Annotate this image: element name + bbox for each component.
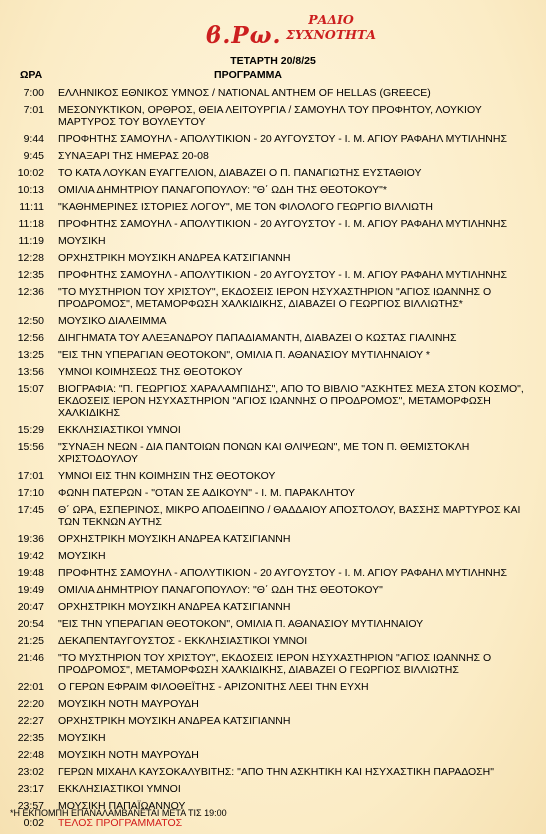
schedule-program: ΣΥΝΑΞΑΡΙ ΤΗΣ ΗΜΕΡΑΣ 20-08 xyxy=(58,149,209,162)
schedule-time: 12:35 xyxy=(17,268,44,281)
schedule-time: 21:25 xyxy=(17,634,44,647)
schedule-row xyxy=(0,678,546,695)
schedule-program: ΓΕΡΩΝ ΜΙΧΑΗΛ ΚΑΥΣΟΚΑΛΥΒΙΤΗΣ: "ΑΠΟ ΤΗΝ ΑΣΚΗΤΙΚΗ ΚΑΙ ΗΣΥΧΑΣΤΙΚΗ ΠΑΡΑΔΟΣΗ" xyxy=(58,765,494,778)
schedule-program: ΥΜΝΟΙ ΕΙΣ ΤΗΝ ΚΟΙΜΗΣΙΝ ΤΗΣ ΘΕΟΤΟΚΟΥ xyxy=(58,469,276,482)
schedule-time: 19:36 xyxy=(17,532,44,545)
schedule-time: 12:28 xyxy=(17,251,44,264)
schedule-time: 15:29 xyxy=(17,423,44,436)
schedule-program: ΜΟΥΣΙΚΗ xyxy=(58,549,106,562)
schedule-row xyxy=(0,164,546,181)
schedule-time: 23:02 xyxy=(17,765,44,778)
schedule-row xyxy=(0,283,546,312)
schedule-row xyxy=(0,467,546,484)
schedule-time: 22:01 xyxy=(17,680,44,693)
schedule-program: "ΤΟ ΜΥΣΤΗΡΙΟΝ ΤΟΥ ΧΡΙΣΤΟΥ", ΕΚΔΟΣΕΙΣ ΙΕΡΟΝ ΗΣΥΧΑΣΤΗΡΙΟΝ "ΑΓΙΟΣ ΙΩΑΝΝΗΣ Ο ΠΡΟΔΡΟΜΟΣ", ΜΕΤΑΜΟΡΦΩΣΗ ΧΑΛΚΙΔΙΚΗΣ, ΔΙΑΒΑΖΕΙ Ο ΓΕΩΡΓΙΟΣ ΒΙΛΛΙΩΤΗΣ xyxy=(58,651,492,676)
schedule-program: "ΕΙΣ ΤΗΝ ΥΠΕΡΑΓΙΑΝ ΘΕΟΤΟΚΟΝ", ΟΜΙΛΙΑ Π. ΑΘΑΝΑΣΙΟΥ ΜΥΤΙΛΗΝΑΙΟΥ * xyxy=(58,348,431,361)
schedule-time: 10:13 xyxy=(17,183,44,196)
schedule-time: 20:54 xyxy=(17,617,44,630)
schedule-program: ΕΛΛΗΝΙΚΟΣ ΕΘΝΙΚΟΣ ΥΜΝΟΣ / NATIONAL ANTHEM OF HELLAS (GREECE) xyxy=(58,86,431,99)
schedule-row xyxy=(0,101,546,130)
schedule-time: 7:01 xyxy=(23,103,44,116)
schedule-row xyxy=(0,147,546,164)
schedule-row xyxy=(0,547,546,564)
column-header-program: ΠΡΟΓΡΑΜΜΑ xyxy=(214,69,282,81)
schedule-program: ΔΕΚΑΠΕΝΤΑΥΓΟΥΣΤΟΣ - ΕΚΚΛΗΣΙΑΣΤΙΚΟΙ ΥΜΝΟΙ xyxy=(58,634,308,647)
schedule-program: ΠΡΟΦΗΤΗΣ ΣΑΜΟΥΗΛ - ΑΠΟΛΥΤΙΚΙΟΝ - 20 ΑΥΓΟΥΣΤΟΥ - Ι. Μ. ΑΓΙΟΥ ΡΑΦΑΗΛ ΜΥΤΙΛΗΝΗΣ xyxy=(58,217,507,230)
schedule-row xyxy=(0,564,546,581)
schedule-time: 0:02 xyxy=(23,816,44,829)
schedule-program: ΦΩΝΗ ΠΑΤΕΡΩΝ - "ΟΤΑΝ ΣΕ ΑΔΙΚΟΥΝ" - Ι. Μ. ΠΑΡΑΚΛΗΤΟΥ xyxy=(58,486,356,499)
schedule-program: ΥΜΝΟΙ ΚΟΙΜΗΣΕΩΣ ΤΗΣ ΘΕΟΤΟΚΟΥ xyxy=(58,365,243,378)
schedule-row xyxy=(0,438,546,467)
schedule-time: 15:56 xyxy=(17,440,44,453)
schedule-row xyxy=(0,763,546,780)
schedule-time: 9:44 xyxy=(23,132,44,145)
schedule-row xyxy=(0,198,546,215)
schedule-row xyxy=(0,312,546,329)
schedule-program: ΤΟ ΚΑΤΑ ΛΟΥΚΑΝ ΕΥΑΓΓΕΛΙΟΝ, ΔΙΑΒΑΖΕΙ Ο Π. ΠΑΝΑΓΙΩΤΗΣ ΕΥΣΤΑΘΙΟΥ xyxy=(58,166,422,179)
schedule-row xyxy=(0,780,546,797)
schedule-program: ΜΟΥΣΙΚΟ ΔΙΑΛΕΙΜΜΑ xyxy=(58,314,167,327)
schedule-program: ΟΜΙΛΙΑ ΔΗΜΗΤΡΙΟΥ ΠΑΝΑΓΟΠΟΥΛΟΥ: "Θ΄ ΩΔΗ ΤΗΣ ΘΕΟΤΟΚΟΥ" xyxy=(58,583,383,596)
schedule-program: ΒΙΟΓΡΑΦΙΑ: "Π. ΓΕΩΡΓΙΟΣ ΧΑΡΑΛΑΜΠΙΔΗΣ", ΑΠΟ ΤΟ ΒΙΒΛΙΟ "ΑΣΚΗΤΕΣ ΜΕΣΑ ΣΤΟΝ ΚΟΣΜΟ", ΕΚΔΟΣΕΙΣ ΙΕΡΟΝ ΗΣΥΧΑΣΤΗΡΙΟΝ "ΑΓΙΟΣ ΙΩΑΝΝΗΣ Ο ΠΡΟΔΡΟΜΟΣ", ΜΕΤΑΜΟΡΦΩΣΗ ΧΑΛΚΙΔΙΚΗΣ xyxy=(58,382,524,419)
schedule-row xyxy=(0,380,546,421)
schedule-time: 11:18 xyxy=(18,217,44,230)
schedule-row xyxy=(0,501,546,530)
schedule-program: Θ΄ ΩΡΑ, ΕΣΠΕΡΙΝΟΣ, ΜΙΚΡΟ ΑΠΟΔΕΙΠΝΟ / ΘΑΔΔΑΙΟΥ ΑΠΟΣΤΟΛΟΥ, ΒΑΣΣΗΣ ΜΑΡΤΥΡΟΣ ΚΑΙ ΤΩΝ ΤΕΚΝΩΝ ΑΥΤΗΣ xyxy=(58,503,521,528)
schedule-time: 22:27 xyxy=(17,714,44,727)
schedule-row xyxy=(0,249,546,266)
schedule-program: "ΚΑΘΗΜΕΡΙΝΕΣ ΙΣΤΟΡΙΕΣ ΛΟΓΟΥ", ΜΕ ΤΟΝ ΦΙΛΟΛΟΓΟ ΓΕΩΡΓΙΟ ΒΙΛΛΙΩΤΗ xyxy=(58,200,434,213)
schedule-program: ΔΙΗΓΗΜΑΤΑ ΤΟΥ ΑΛΕΞΑΝΔΡΟΥ ΠΑΠΑΔΙΑΜΑΝΤΗ, ΔΙΑΒΑΖΕΙ Ο ΚΩΣΤΑΣ ΓΙΑΛΙΝΗΣ xyxy=(58,331,457,344)
schedule-time: 11:19 xyxy=(18,234,44,247)
schedule-time: 11:11 xyxy=(19,200,44,213)
footnote: *Η ΕΚΠΟΜΠΗ ΕΠΑΝΑΛΑΜΒΑΝΕΤΑΙ ΜΕΤΑ ΤΙΣ 19:00 xyxy=(10,808,227,818)
schedule-time: 22:20 xyxy=(17,697,44,710)
schedule-row xyxy=(0,695,546,712)
schedule-program: ΠΡΟΦΗΤΗΣ ΣΑΜΟΥΗΛ - ΑΠΟΛΥΤΙΚΙΟΝ - 20 ΑΥΓΟΥΣΤΟΥ - Ι. Μ. ΑΓΙΟΥ ΡΑΦΑΗΛ ΜΥΤΙΛΗΝΗΣ xyxy=(58,566,507,579)
schedule-program: "ΤΟ ΜΥΣΤΗΡΙΟΝ ΤΟΥ ΧΡΙΣΤΟΥ", ΕΚΔΟΣΕΙΣ ΙΕΡΟΝ ΗΣΥΧΑΣΤΗΡΙΟΝ "ΑΓΙΟΣ ΙΩΑΝΝΗΣ Ο ΠΡΟΔΡΟΜΟΣ", ΜΕΤΑΜΟΡΦΩΣΗ ΧΑΛΚΙΔΙΚΗΣ, ΔΙΑΒΑΖΕΙ Ο ΓΕΩΡΓΙΟΣ ΒΙΛΛΙΩΤΗΣ* xyxy=(58,285,492,310)
schedule-time: 17:45 xyxy=(17,503,44,516)
schedule-row xyxy=(0,530,546,547)
schedule-time: 12:50 xyxy=(17,314,44,327)
schedule-row xyxy=(0,615,546,632)
schedule-program: ΜΟΥΣΙΚΗ xyxy=(58,731,106,744)
schedule-time: 10:02 xyxy=(17,166,44,179)
schedule-program: ΕΚΚΛΗΣΙΑΣΤΙΚΟΙ ΥΜΝΟΙ xyxy=(58,423,181,436)
schedule-row xyxy=(0,130,546,147)
schedule-row xyxy=(0,346,546,363)
schedule-row xyxy=(0,266,546,283)
schedule-row xyxy=(0,181,546,198)
schedule-time: 21:46 xyxy=(17,651,44,664)
schedule-time: 7:00 xyxy=(23,86,44,99)
column-header-time: ΩΡΑ xyxy=(20,69,43,81)
schedule-program: ΜΟΥΣΙΚΗ xyxy=(58,234,106,247)
schedule-program: ΟΜΙΛΙΑ ΔΗΜΗΤΡΙΟΥ ΠΑΝΑΓΟΠΟΥΛΟΥ: "Θ΄ ΩΔΗ ΤΗΣ ΘΕΟΤΟΚΟΥ"* xyxy=(58,183,387,196)
schedule-time: 15:07 xyxy=(17,382,44,395)
schedule-row xyxy=(0,484,546,501)
schedule-time: 19:42 xyxy=(17,549,44,562)
schedule-time: 20:47 xyxy=(17,600,44,613)
schedule-program: ΟΡΧΗΣΤΡΙΚΗ ΜΟΥΣΙΚΗ ΑΝΔΡΕΑ ΚΑΤΣΙΓΙΑΝΝΗ xyxy=(58,714,291,727)
schedule-row xyxy=(0,329,546,346)
schedule-program: Ο ΓΕΡΩΝ ΕΦΡΑΙΜ ΦΙΛΟΘΕΪΤΗΣ - ΑΡΙΖΟΝΙΤΗΣ ΛΕΕΙ ΤΗΝ ΕΥΧΗ xyxy=(58,680,369,693)
schedule-time: 17:10 xyxy=(17,486,44,499)
schedule-time: 13:25 xyxy=(17,348,44,361)
schedule-time: 12:56 xyxy=(17,331,44,344)
schedule-program: "ΕΙΣ ΤΗΝ ΥΠΕΡΑΓΙΑΝ ΘΕΟΤΟΚΟΝ", ΟΜΙΛΙΑ Π. ΑΘΑΝΑΣΙΟΥ ΜΥΤΙΛΗΝΑΙΟΥ xyxy=(58,617,424,630)
schedule-time: 22:35 xyxy=(17,731,44,744)
schedule-program: ΟΡΧΗΣΤΡΙΚΗ ΜΟΥΣΙΚΗ ΑΝΔΡΕΑ ΚΑΤΣΙΓΙΑΝΝΗ xyxy=(58,532,291,545)
schedule-row xyxy=(0,746,546,763)
schedule-row xyxy=(0,632,546,649)
schedule-program: "ΣΥΝΑΞΗ ΝΕΩΝ - ΔΙΑ ΠΑΝΤΟΙΩΝ ΠΟΝΩΝ ΚΑΙ ΘΛΙΨΕΩΝ", ΜΕ ΤΟΝ Π. ΘΕΜΙΣΤΟΚΛΗ ΧΡΙΣΤΟΔΟΥΛΟΥ xyxy=(58,440,470,465)
station-logo: ϐ.Ρω. xyxy=(206,22,282,49)
schedule-row xyxy=(0,232,546,249)
schedule-program: ΤΕΛΟΣ ΠΡΟΓΡΑΜΜΑΤΟΣ xyxy=(58,816,183,829)
schedule-row xyxy=(0,598,546,615)
page-title: ΤΕΤΑΡΤΗ 20/8/25 xyxy=(230,55,316,67)
station-name-line2: ΣΥΧΝΟΤΗΤΑ xyxy=(286,27,376,42)
schedule-time: 22:48 xyxy=(17,748,44,761)
schedule-program: ΕΚΚΛΗΣΙΑΣΤΙΚΟΙ ΥΜΝΟΙ xyxy=(58,782,181,795)
schedule-time: 19:48 xyxy=(17,566,44,579)
schedule-time: 12:36 xyxy=(17,285,44,298)
schedule-program: ΜΕΣΟΝΥΚΤΙΚΟΝ, ΟΡΘΡΟΣ, ΘΕΙΑ ΛΕΙΤΟΥΡΓΙΑ / ΣΑΜΟΥΗΛ ΤΟΥ ΠΡΟΦΗΤΟΥ, ΛΟΥΚΙΟΥ ΜΑΡΤΥΡΟΣ ΤΟΥ ΒΟΥΛΕΥΤΟΥ xyxy=(58,103,482,128)
schedule-program: ΜΟΥΣΙΚΗ ΠΑΠΑΪΩΑΝΝΟΥ xyxy=(58,799,186,812)
station-name xyxy=(286,12,376,42)
schedule-time: 17:01 xyxy=(17,469,44,482)
schedule-time: 13:56 xyxy=(17,365,44,378)
schedule-program: ΟΡΧΗΣΤΡΙΚΗ ΜΟΥΣΙΚΗ ΑΝΔΡΕΑ ΚΑΤΣΙΓΙΑΝΝΗ xyxy=(58,600,291,613)
schedule-row xyxy=(0,84,546,101)
schedule-program: ΠΡΟΦΗΤΗΣ ΣΑΜΟΥΗΛ - ΑΠΟΛΥΤΙΚΙΟΝ - 20 ΑΥΓΟΥΣΤΟΥ - Ι. Μ. ΑΓΙΟΥ ΡΑΦΑΗΛ ΜΥΤΙΛΗΝΗΣ xyxy=(58,268,507,281)
schedule-row xyxy=(0,581,546,598)
header xyxy=(0,8,546,54)
schedule-row xyxy=(0,729,546,746)
schedule-row xyxy=(0,215,546,232)
schedule-row xyxy=(0,421,546,438)
schedule-time: 23:57 xyxy=(17,799,44,812)
schedule-program: ΜΟΥΣΙΚΗ ΝΟΤΗ ΜΑΥΡΟΥΔΗ xyxy=(58,748,199,761)
schedule-row xyxy=(0,649,546,678)
schedule-time: 23:17 xyxy=(17,782,44,795)
schedule-row xyxy=(0,712,546,729)
schedule-row xyxy=(0,363,546,380)
schedule-time: 9:45 xyxy=(23,149,44,162)
schedule-program: ΜΟΥΣΙΚΗ ΝΟΤΗ ΜΑΥΡΟΥΔΗ xyxy=(58,697,199,710)
schedule-list xyxy=(0,84,546,831)
schedule-program: ΟΡΧΗΣΤΡΙΚΗ ΜΟΥΣΙΚΗ ΑΝΔΡΕΑ ΚΑΤΣΙΓΙΑΝΝΗ xyxy=(58,251,291,264)
schedule-program: ΠΡΟΦΗΤΗΣ ΣΑΜΟΥΗΛ - ΑΠΟΛΥΤΙΚΙΟΝ - 20 ΑΥΓΟΥΣΤΟΥ - Ι. Μ. ΑΓΙΟΥ ΡΑΦΑΗΛ ΜΥΤΙΛΗΝΗΣ xyxy=(58,132,507,145)
station-name-line1: ΡΑΔΙΟ xyxy=(308,12,354,27)
schedule-time: 19:49 xyxy=(17,583,44,596)
